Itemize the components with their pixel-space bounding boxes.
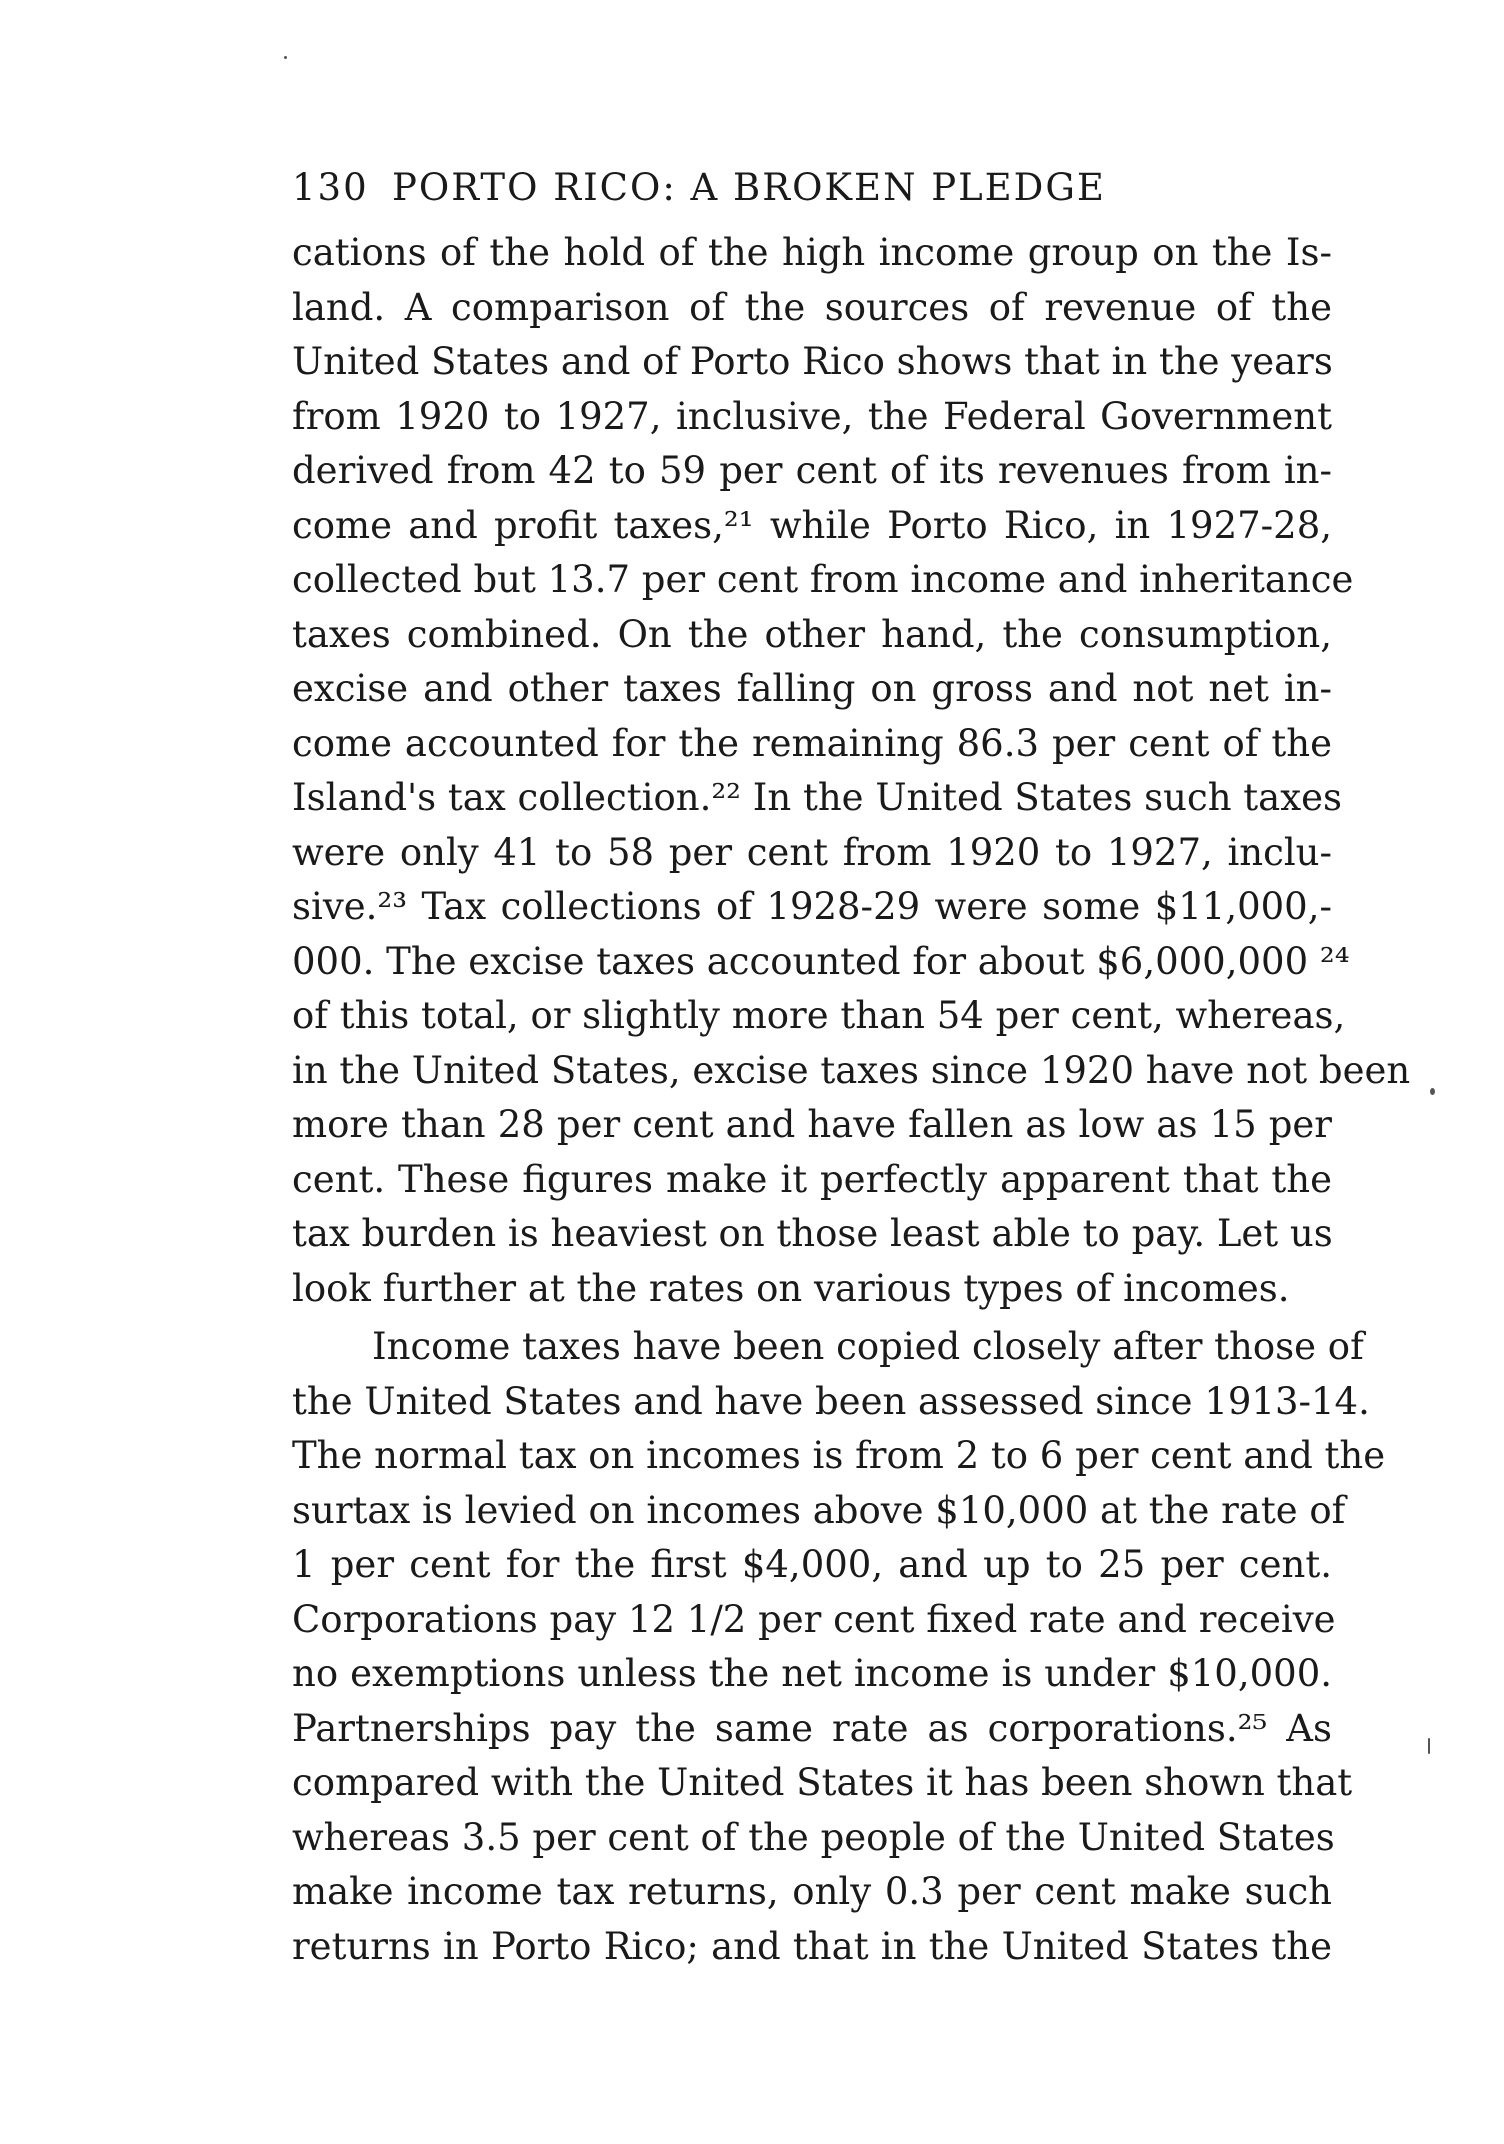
text-line: make income tax returns, only 0.3 per cent make such [292,1870,1332,1913]
text-line: more than 28 per cent and have fallen as low as 15 per [292,1103,1332,1146]
text-line: were only 41 to 58 per cent from 1920 to 1927, inclu- [292,830,1332,874]
text-line: sive.²³ Tax collections of 1928-29 were some $11,000,- [292,885,1332,928]
paragraph [292,226,1411,1316]
scan-speck [1430,1088,1435,1095]
text-line: 000. The excise taxes accounted for about $6,000,000 ²⁴ [292,939,1350,983]
running-head [292,160,1332,216]
text-line: United States and of Porto Rico shows that in the years [292,340,1333,383]
text-line: surtax is levied on incomes above $10,000 at the rate of [292,1488,1346,1532]
text-line: Corporations pay 12 1/2 per cent fixed rate and receive [292,1597,1336,1641]
text-line: taxes combined. On the other hand, the consumption, [292,612,1332,656]
text-line: come accounted for the remaining 86.3 per cent of the [292,721,1332,765]
paragraph [292,1320,1386,1974]
text-line: cations of the hold of the high income group on the Is- [292,231,1332,274]
page-number: 130 [292,166,369,209]
text-line: from 1920 to 1927, inclusive, the Federal Government [292,394,1332,438]
text-line: 1 per cent for the first $4,000, and up to 25 per cent. [292,1543,1332,1586]
text-line: Partnerships pay the same rate as corporations.²⁵ As [292,1706,1332,1750]
text-line: returns in Porto Rico; and that in the United States the [292,1924,1332,1968]
text-line: collected but 13.7 per cent from income and inheritance [292,558,1354,601]
text-line: in the United States, excise taxes since 1920 have not been [292,1048,1411,1092]
text-line: Income taxes have been copied closely after those of [372,1325,1364,1368]
text-line: excise and other taxes falling on gross and not net in- [292,667,1332,710]
text-line: derived from 42 to 59 per cent of its revenues from in- [292,449,1332,492]
text-line: look further at the rates on various types of incomes. [292,1266,1290,1310]
body-text [292,226,1411,1974]
text-line: compared with the United States it has been shown that [292,1761,1353,1804]
text-line: no exemptions unless the net income is under $10,000. [292,1652,1332,1695]
text-line: cent. These figures make it perfectly apparent that the [292,1157,1332,1201]
scan-speck [284,56,287,59]
text-line: The normal tax on incomes is from 2 to 6 per cent and the [292,1434,1386,1477]
text-line: come and profit taxes,²¹ while Porto Rico, in 1927-28, [292,503,1332,547]
book-title: PORTO RICO: A BROKEN PLEDGE [392,166,1106,209]
text-line: land. A comparison of the sources of revenue of the [292,285,1332,329]
text-line: Island's tax collection.²² In the United States such taxes [292,776,1342,819]
text-line: tax burden is heaviest on those least able to pay. Let us [292,1212,1333,1255]
text-line: of this total, or slightly more than 54 per cent, whereas, [292,994,1346,1037]
text-line: the United States and have been assessed since 1913-14. [292,1379,1370,1423]
scan-speck [1428,1738,1430,1754]
text-line: whereas 3.5 per cent of the people of the United States [292,1815,1335,1859]
